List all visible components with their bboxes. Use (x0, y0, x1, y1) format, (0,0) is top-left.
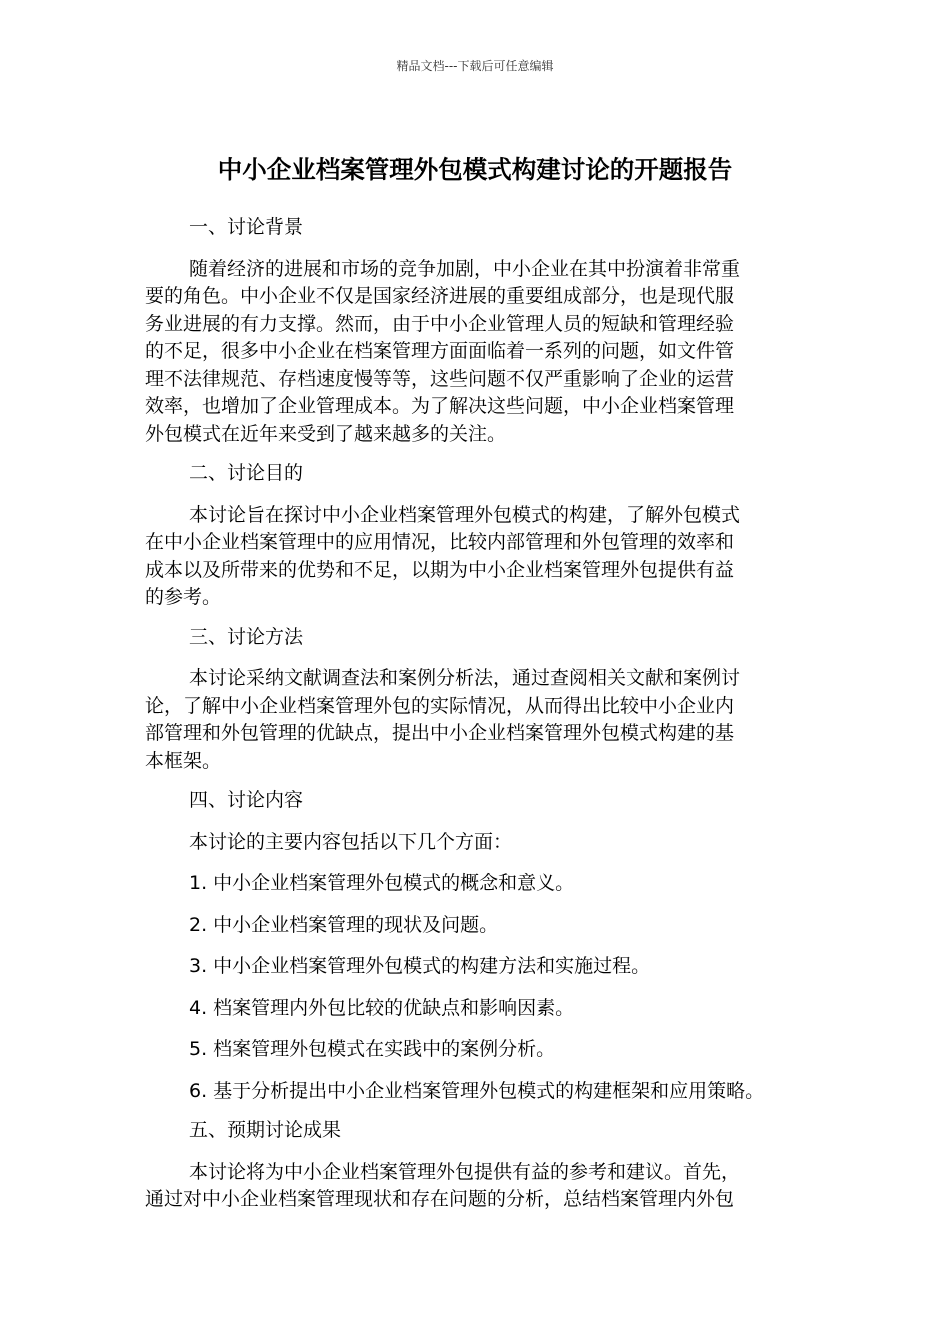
paragraph-line: 论，了解中小企业档案管理外包的实际情况，从而得出比较中小企业内 (145, 694, 735, 717)
header-note: 精品文档---下载后可任意编辑 (396, 59, 554, 73)
paragraph-line: 务业进展的有力支撑。然而，由于中小企业管理人员的短缺和管理经验 (145, 312, 735, 335)
paragraph-line: 本讨论将为中小企业档案管理外包提供有益的参考和建议。首先， (189, 1160, 741, 1183)
section-heading-method: 三、讨论方法 (189, 625, 304, 648)
section-heading-results: 五、预期讨论成果 (189, 1119, 342, 1141)
list-item: 1. 中小企业档案管理外包模式的概念和意义。 (189, 872, 575, 894)
paragraph-line: 效率，也增加了企业管理成本。为了解决这些问题，中小企业档案管理 (145, 395, 735, 417)
list-item: 3. 中小企业档案管理外包模式的构建方法和实施过程。 (189, 955, 651, 977)
paragraph-line: 本讨论采纳文献调查法和案例分析法，通过查阅相关文献和案例讨 (189, 667, 741, 689)
paragraph-method (145, 659, 795, 783)
section-heading-purpose: 二、讨论目的 (189, 462, 304, 484)
paragraph-line: 要的角色。中小企业不仅是国家经济进展的重要组成部分，也是现代服 (145, 285, 735, 307)
document-title: 中小企业档案管理外包模式构建讨论的开题报告 (217, 155, 733, 185)
list-item: 4. 档案管理内外包比较的优缺点和影响因素。 (189, 996, 575, 1019)
document-body (145, 210, 795, 1222)
paragraph-background (145, 250, 795, 457)
paragraph-line: 的不足，很多中小企业在档案管理方面面临着一系列的问题，如文件管 (145, 340, 735, 362)
list-item: 5. 档案管理外包模式在实践中的案例分析。 (189, 1038, 556, 1060)
paragraph-line: 部管理和外包管理的优缺点，提出中小企业档案管理外包模式构建的基 (145, 722, 735, 744)
section-heading-content: 四、讨论内容 (189, 789, 304, 811)
section-heading-background: 一、讨论背景 (189, 216, 304, 238)
paragraph-line: 外包模式在近年来受到了越来越多的关注。 (145, 422, 507, 445)
paragraph-line: 理不法律规范、存档速度慢等等，这些问题不仅严重影响了企业的运营 (145, 367, 735, 390)
paragraph-line: 通过对中小企业档案管理现状和存在问题的分析，总结档案管理内外包 (145, 1188, 735, 1210)
list-item: 6. 基于分析提出中小企业档案管理外包模式的构建框架和应用策略。 (189, 1079, 765, 1102)
paragraph-line: 在中小企业档案管理中的应用情况，比较内部管理和外包管理的效率和 (145, 531, 735, 553)
list-item: 2. 中小企业档案管理的现状及问题。 (189, 913, 499, 936)
paragraph-results (145, 1153, 795, 1222)
paragraph-line: 随着经济的进展和市场的竞争加剧，中小企业在其中扮演着非常重 (189, 257, 741, 280)
content-intro: 本讨论的主要内容包括以下几个方面： (189, 830, 513, 853)
paragraph-line: 的参考。 (145, 586, 222, 608)
paragraph-line: 本讨论旨在探讨中小企业档案管理外包模式的构建，了解外包模式 (189, 503, 741, 526)
paragraph-line: 成本以及所带来的优势和不足，以期为中小企业档案管理外包提供有益 (145, 558, 735, 581)
paragraph-purpose (145, 496, 795, 620)
paragraph-line: 本框架。 (145, 749, 222, 772)
